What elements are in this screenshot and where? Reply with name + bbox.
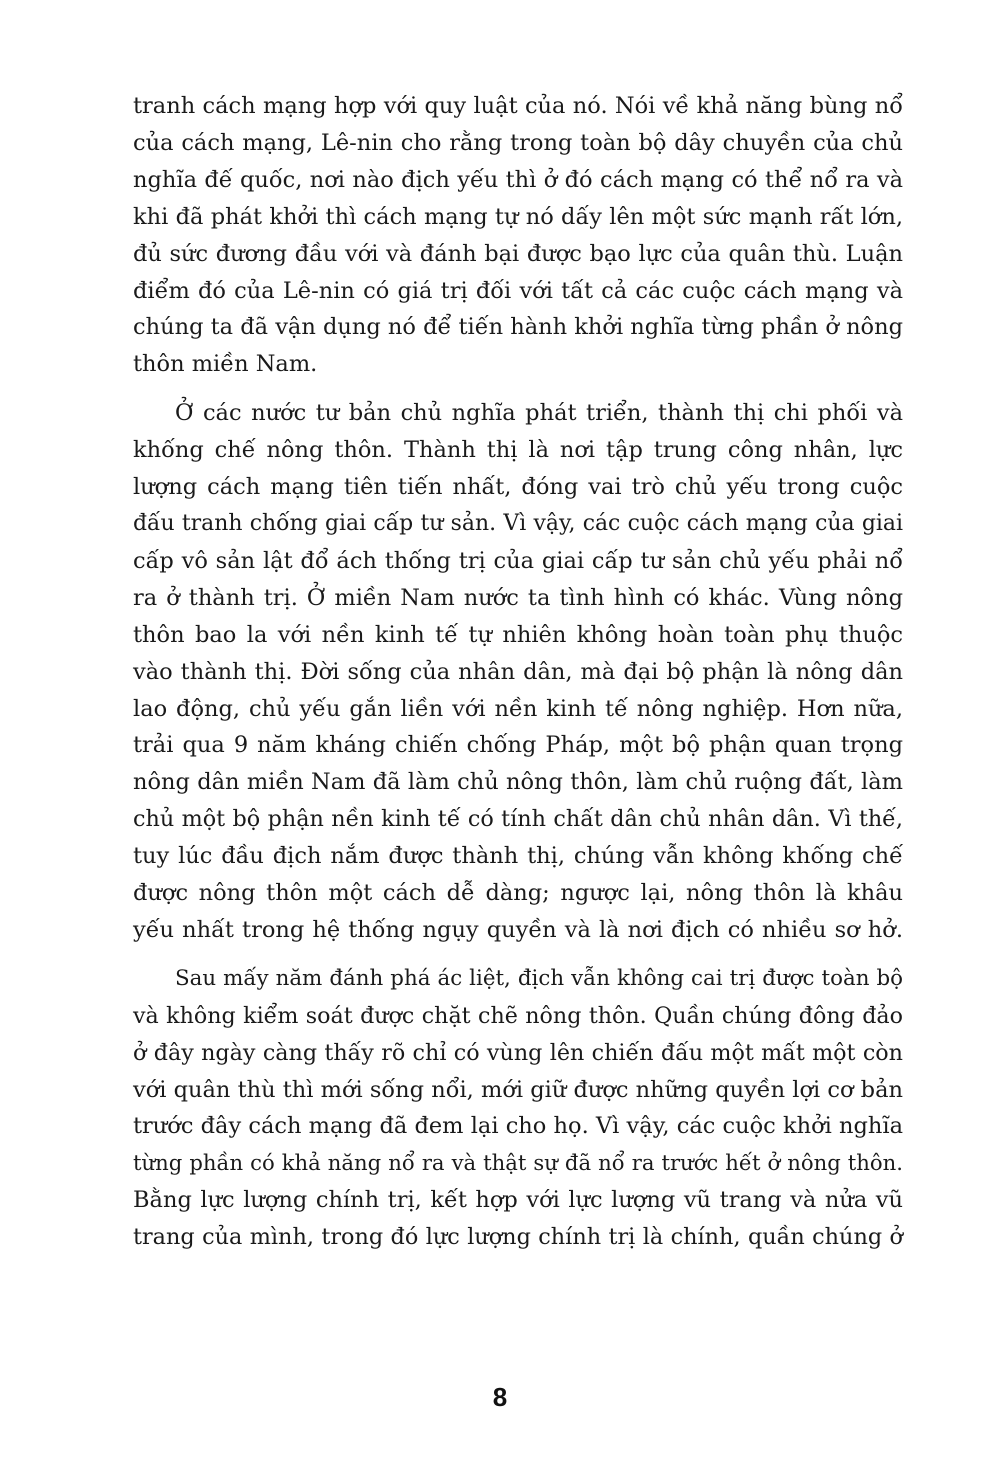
- text-line: yếu nhất trong hệ thống ngụy quyền và là nơi địch có nhiều sơ hở.: [133, 916, 903, 943]
- text-line: với quân thù thì mới sống nổi, mới giữ được những quyền lợi cơ bản: [133, 1076, 903, 1103]
- paragraph: [133, 961, 903, 1256]
- text-line: trước đây cách mạng đã đem lại cho họ. Vì vậy, các cuộc khởi nghĩa: [133, 1113, 903, 1140]
- text-line: cấp vô sản lật đổ ách thống trị của giai cấp tư sản chủ yếu phải nổ: [133, 547, 903, 574]
- page-number: 8: [492, 1382, 508, 1412]
- paragraph: [133, 395, 903, 949]
- text-line: trải qua 9 năm kháng chiến chống Pháp, một bộ phận quan trọng: [133, 732, 903, 759]
- text-line: Bằng lực lượng chính trị, kết hợp với lực lượng vũ trang và nửa vũ: [133, 1187, 903, 1214]
- text-line: nông dân miền Nam đã làm chủ nông thôn, làm chủ ruộng đất, làm: [133, 769, 903, 796]
- text-line: ra ở thành trị. Ở miền Nam nước ta tình hình có khác. Vùng nông: [133, 584, 903, 611]
- text-line: từng phần có khả năng nổ ra và thật sự đã nổ ra trước hết ở nông thôn.: [133, 1150, 903, 1176]
- body-text: [133, 88, 903, 1256]
- text-line: và không kiểm soát được chặt chẽ nông thôn. Quần chúng đông đảo: [133, 1002, 903, 1029]
- text-line: điểm đó của Lê-nin có giá trị đối với tất cả các cuộc cách mạng và: [133, 277, 903, 304]
- text-line: khi đã phát khởi thì cách mạng tự nó dấy lên một sức mạnh rất lớn,: [133, 203, 903, 230]
- text-line: khống chế nông thôn. Thành thị là nơi tập trung công nhân, lực: [133, 437, 903, 464]
- text-line: nghĩa đế quốc, nơi nào địch yếu thì ở đó cách mạng có thể nổ ra và: [133, 166, 903, 193]
- paragraph: [133, 88, 903, 383]
- text-line: Sau mấy năm đánh phá ác liệt, địch vẫn không cai trị được toàn bộ: [175, 965, 903, 991]
- text-line: tuy lúc đầu địch nắm được thành thị, chúng vẫn không khống chế: [133, 843, 903, 870]
- text-line: của cách mạng, Lê-nin cho rằng trong toàn bộ dây chuyền của chủ: [133, 129, 903, 156]
- text-line: vào thành thị. Đời sống của nhân dân, mà đại bộ phận là nông dân: [133, 658, 903, 685]
- text-line: đủ sức đương đầu với và đánh bại được bạo lực của quân thù. Luận: [133, 240, 903, 267]
- text-line: lượng cách mạng tiên tiến nhất, đóng vai trò chủ yếu trong cuộc: [133, 474, 903, 501]
- text-line: chủ một bộ phận nền kinh tế có tính chất dân chủ nhân dân. Vì thế,: [133, 806, 903, 833]
- text-line: chúng ta đã vận dụng nó để tiến hành khởi nghĩa từng phần ở nông: [133, 314, 903, 341]
- text-line: trang của mình, trong đó lực lượng chính trị là chính, quần chúng ở: [133, 1224, 903, 1251]
- text-line: tranh cách mạng hợp với quy luật của nó. Nói về khả năng bùng nổ: [133, 93, 903, 119]
- text-line: đấu tranh chống giai cấp tư sản. Vì vậy, các cuộc cách mạng của giai: [133, 510, 903, 536]
- text-line: được nông thôn một cách dễ dàng; ngược lại, nông thôn là khâu: [133, 880, 903, 907]
- text-line: lao động, chủ yếu gắn liền với nền kinh tế nông nghiệp. Hơn nữa,: [133, 695, 903, 722]
- text-line: thôn bao la với nền kinh tế tự nhiên không hoàn toàn phụ thuộc: [133, 621, 903, 648]
- text-line: ở đây ngày càng thấy rõ chỉ có vùng lên chiến đấu một mất một còn: [133, 1039, 903, 1066]
- text-line: thôn miền Nam.: [133, 351, 318, 378]
- text-line: Ở các nước tư bản chủ nghĩa phát triển, thành thị chi phối và: [175, 400, 903, 427]
